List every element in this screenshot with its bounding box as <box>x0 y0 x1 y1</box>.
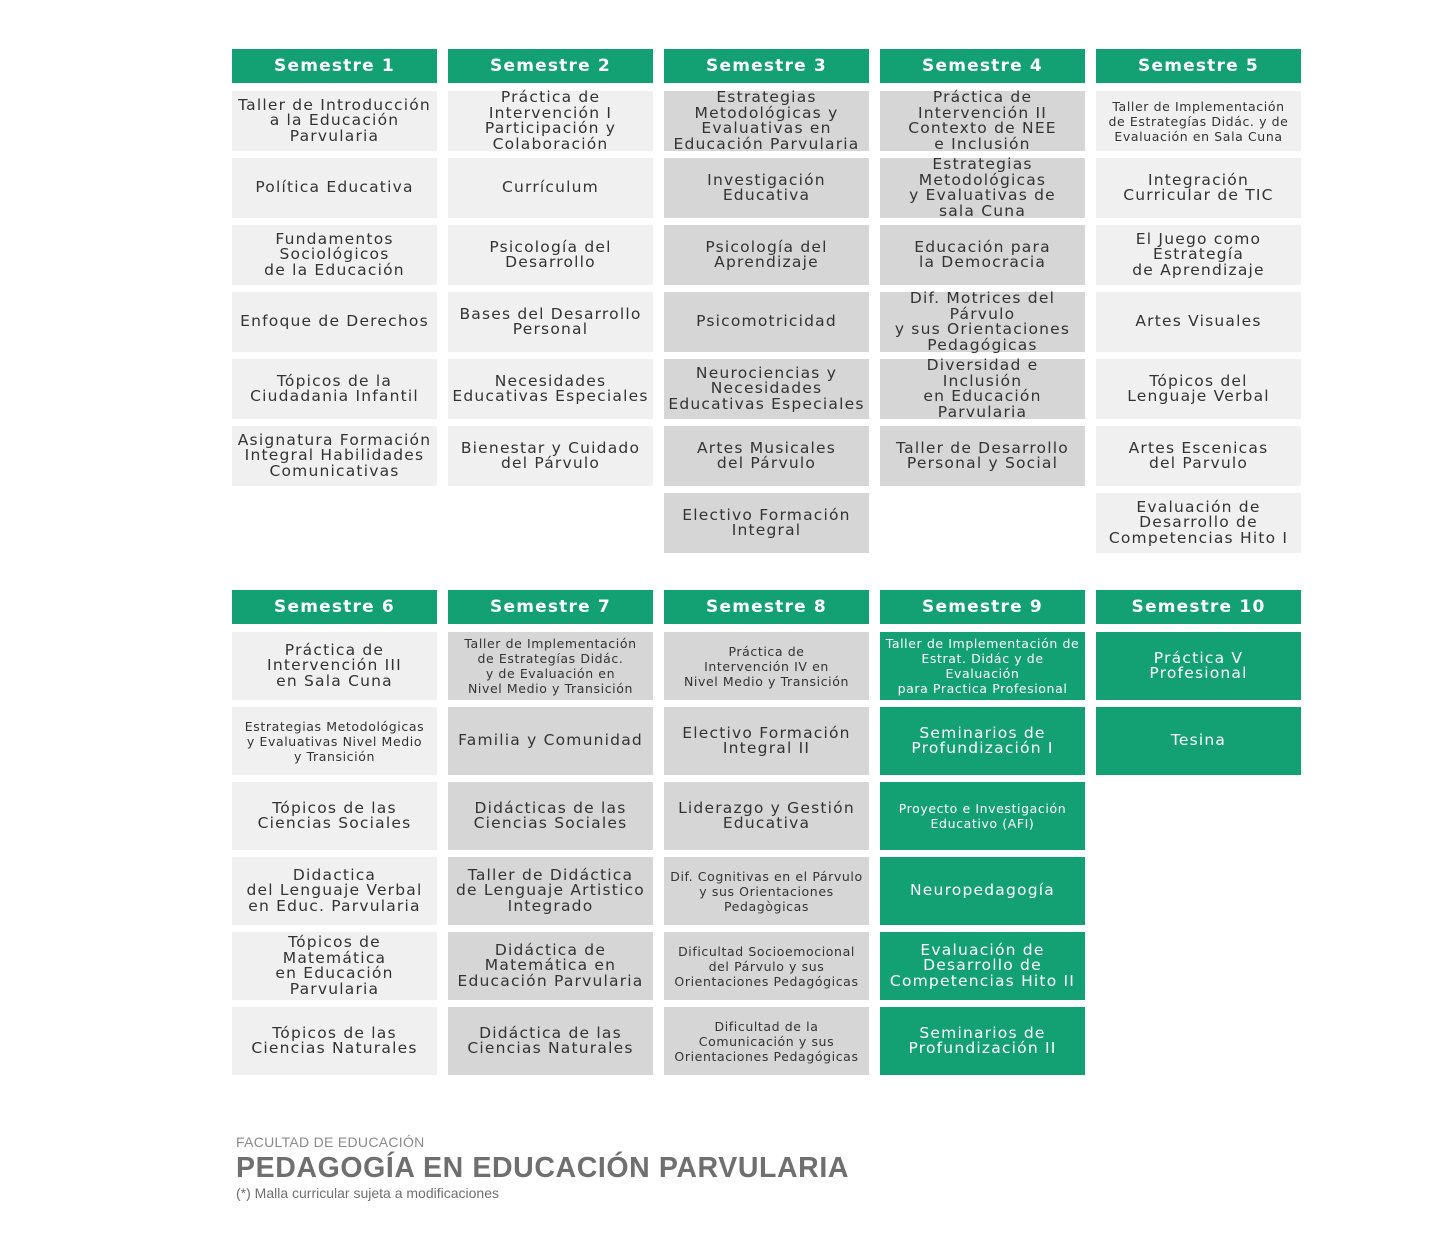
course-box: Bases del Desarrollo Personal <box>448 292 653 352</box>
course-box: Didáctica de las Ciencias Naturales <box>448 1007 653 1075</box>
course-box: Evaluación de Desarrollo de Competencias Hito I <box>1096 493 1301 553</box>
course-box: Dif. Motrices del Párvulo y sus Orientaciones Pedagógicas <box>880 292 1085 352</box>
faculty-label: FACULTAD DE EDUCACIÓN <box>236 1134 425 1150</box>
course-box: Tópicos de las Ciencias Naturales <box>232 1007 437 1075</box>
course-box: Tópicos de las Ciencias Sociales <box>232 782 437 850</box>
course-box: Currículum <box>448 158 653 218</box>
course-box: Artes Visuales <box>1096 292 1301 352</box>
course-box: Tópicos de Matemática en Educación Parvularia <box>232 932 437 1000</box>
course-box: Neurociencias y Necesidades Educativas Especiales <box>664 359 869 419</box>
course-box: Dificultad de la Comunicación y sus Orientaciones Pedagógicas <box>664 1007 869 1075</box>
semester-header: Semestre 5 <box>1096 49 1301 83</box>
course-box: Dificultad Socioemocional del Párvulo y sus Orientaciones Pedagógicas <box>664 932 869 1000</box>
course-box: Familia y Comunidad <box>448 707 653 775</box>
program-title: PEDAGOGÍA EN EDUCACIÓN PARVULARIA <box>236 1152 850 1184</box>
course-box: Asignatura Formación Integral Habilidades Comunicativas <box>232 426 437 486</box>
course-box: Liderazgo y Gestión Educativa <box>664 782 869 850</box>
course-box: Bienestar y Cuidado del Párvulo <box>448 426 653 486</box>
semester-column-4 <box>880 49 1085 553</box>
course-box: Electivo Formación Integral II <box>664 707 869 775</box>
course-box: Educación para la Democracia <box>880 225 1085 285</box>
course-box: Taller de Implementación de Estrategías Didác. y de Evaluación en Sala Cuna <box>1096 91 1301 151</box>
course-box: Integración Curricular de TIC <box>1096 158 1301 218</box>
course-box: Artes Musicales del Párvulo <box>664 426 869 486</box>
course-box: Dif. Cognitivas en el Párvulo y sus Orientaciones Pedagògicas <box>664 857 869 925</box>
course-box: Didáctica de Matemática en Educación Parvularia <box>448 932 653 1000</box>
course-box: Práctica de Intervención III en Sala Cuna <box>232 632 437 700</box>
course-box: Taller de Introducción a la Educación Parvularia <box>232 91 437 151</box>
course-box: Taller de Desarrollo Personal y Social <box>880 426 1085 486</box>
course-box: Artes Escenicas del Parvulo <box>1096 426 1301 486</box>
semester-column-5 <box>1096 49 1301 553</box>
semester-header: Semestre 9 <box>880 590 1085 624</box>
course-box: Tópicos del Lenguaje Verbal <box>1096 359 1301 419</box>
course-box: Seminarios de Profundización I <box>880 707 1085 775</box>
course-box: Estrategias Metodológicas y Evaluativas en Educación Parvularia <box>664 91 869 151</box>
semester-column-8 <box>664 590 869 1075</box>
semester-header: Semestre 1 <box>232 49 437 83</box>
course-box: Evaluación de Desarrollo de Competencias Hito II <box>880 932 1085 1000</box>
course-box: Didactica del Lenguaje Verbal en Educ. Parvularia <box>232 857 437 925</box>
course-box: Psicología del Aprendizaje <box>664 225 869 285</box>
course-box: Taller de Implementación de Estrat. Didác y de Evaluación para Practica Profesional <box>880 632 1085 700</box>
course-box: El Juego como Estrategía de Aprendizaje <box>1096 225 1301 285</box>
course-box: Taller de Implementación de Estrategías Didác. y de Evaluación en Nivel Medio y Transición <box>448 632 653 700</box>
course-box: Psicomotricidad <box>664 292 869 352</box>
semester-grid-top <box>232 49 1301 553</box>
course-box: Estrategias Metodológicas y Evaluativas de sala Cuna <box>880 158 1085 218</box>
course-box: Práctica de Intervención II Contexto de NEE e Inclusión <box>880 91 1085 151</box>
course-box: Tesina <box>1096 707 1301 775</box>
course-box: Práctica de Intervención IV en Nivel Medio y Transición <box>664 632 869 700</box>
semester-column-6 <box>232 590 437 1075</box>
course-box: Proyecto e Investigación Educativo (AFI) <box>880 782 1085 850</box>
course-box: Didácticas de las Ciencias Sociales <box>448 782 653 850</box>
semester-header: Semestre 10 <box>1096 590 1301 624</box>
semester-header: Semestre 6 <box>232 590 437 624</box>
course-box: Política Educativa <box>232 158 437 218</box>
course-box: Necesidades Educativas Especiales <box>448 359 653 419</box>
course-box: Electivo Formación Integral <box>664 493 869 553</box>
course-box: Seminarios de Profundización II <box>880 1007 1085 1075</box>
semester-column-7 <box>448 590 653 1075</box>
course-box: Práctica V Profesional <box>1096 632 1301 700</box>
semester-column-9 <box>880 590 1085 1075</box>
course-box: Práctica de Intervención I Participación y Colaboración <box>448 91 653 151</box>
course-box: Neuropedagogía <box>880 857 1085 925</box>
semester-column-2 <box>448 49 653 553</box>
semester-grid-bottom <box>232 590 1301 1075</box>
course-box: Fundamentos Sociológicos de la Educación <box>232 225 437 285</box>
semester-header: Semestre 4 <box>880 49 1085 83</box>
semester-header: Semestre 7 <box>448 590 653 624</box>
course-box: Psicología del Desarrollo <box>448 225 653 285</box>
course-box: Taller de Didáctica de Lenguaje Artistico Integrado <box>448 857 653 925</box>
semester-header: Semestre 3 <box>664 49 869 83</box>
course-box: Investigación Educativa <box>664 158 869 218</box>
semester-column-1 <box>232 49 437 553</box>
footer <box>236 1134 849 1201</box>
course-box: Tópicos de la Ciudadania Infantil <box>232 359 437 419</box>
semester-header: Semestre 2 <box>448 49 653 83</box>
course-box: Estrategias Metodológicas y Evaluativas Nivel Medio y Transición <box>232 707 437 775</box>
semester-column-10 <box>1096 590 1301 1075</box>
course-box: Diversidad e Inclusión en Educación Parvularia <box>880 359 1085 419</box>
course-box: Enfoque de Derechos <box>232 292 437 352</box>
semester-header: Semestre 8 <box>664 590 869 624</box>
disclaimer-note: (*) Malla curricular sujeta a modificaciones <box>236 1185 499 1201</box>
semester-column-3 <box>664 49 869 553</box>
